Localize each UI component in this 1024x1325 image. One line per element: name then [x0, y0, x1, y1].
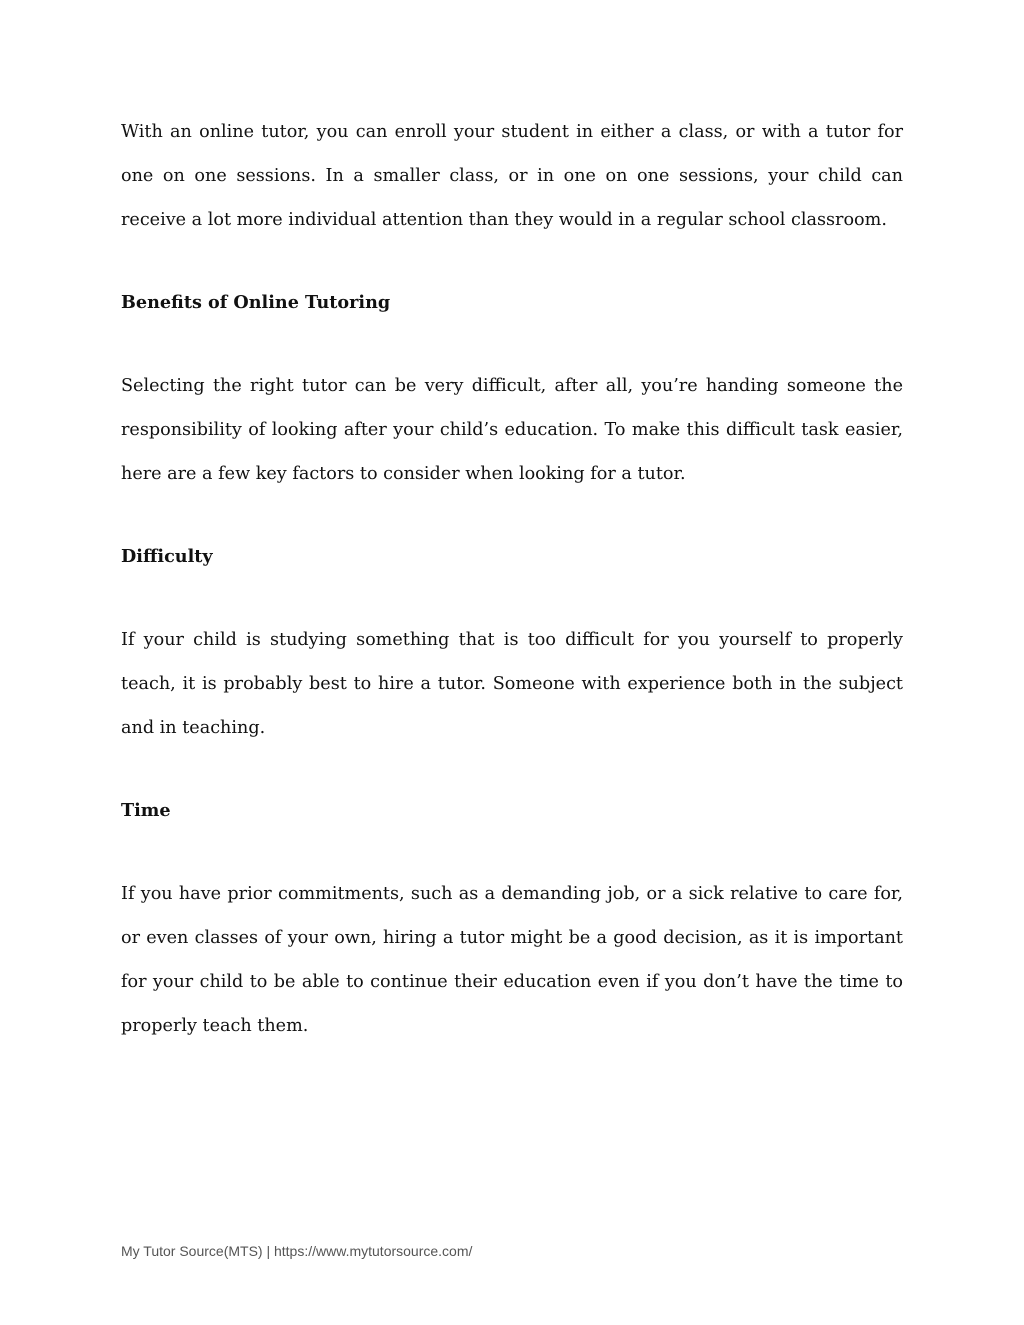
- spacer: [121, 833, 903, 872]
- spacer: [121, 750, 903, 789]
- benefits-heading: Benefits of Online Tutoring: [121, 292, 391, 313]
- spacer: [121, 242, 903, 281]
- document-body: [121, 110, 903, 1048]
- difficulty-paragraph: If your child is studying something that is too difficult for you yourself to properly teach, it is probably best to hire a tutor. Someone with experience both in the subject and in teaching.: [121, 630, 903, 738]
- page-footer: My Tutor Source(MTS) | https://www.mytutorsource.com/: [121, 1243, 473, 1259]
- spacer: [121, 325, 903, 364]
- spacer: [121, 496, 903, 535]
- benefits-paragraph: Selecting the right tutor can be very difficult, after all, you’re handing someone the responsibility of looking after your child’s education. To make this difficult task easier, here are a few key factors to consider when looking for a tutor.: [121, 376, 903, 484]
- intro-paragraph: With an online tutor, you can enroll your student in either a class, or with a tutor for one on one sessions. In a smaller class, or in one on one sessions, your child can receive a lot more individual attention than they would in a regular school classroom.: [121, 122, 903, 230]
- time-heading: Time: [121, 800, 171, 821]
- time-paragraph: If you have prior commitments, such as a demanding job, or a sick relative to care for, or even classes of your own, hiring a tutor might be a good decision, as it is important for your child to be able to continue their education even if you don’t have the time to properly teach them.: [121, 884, 903, 1036]
- difficulty-heading: Difficulty: [121, 546, 213, 567]
- spacer: [121, 579, 903, 618]
